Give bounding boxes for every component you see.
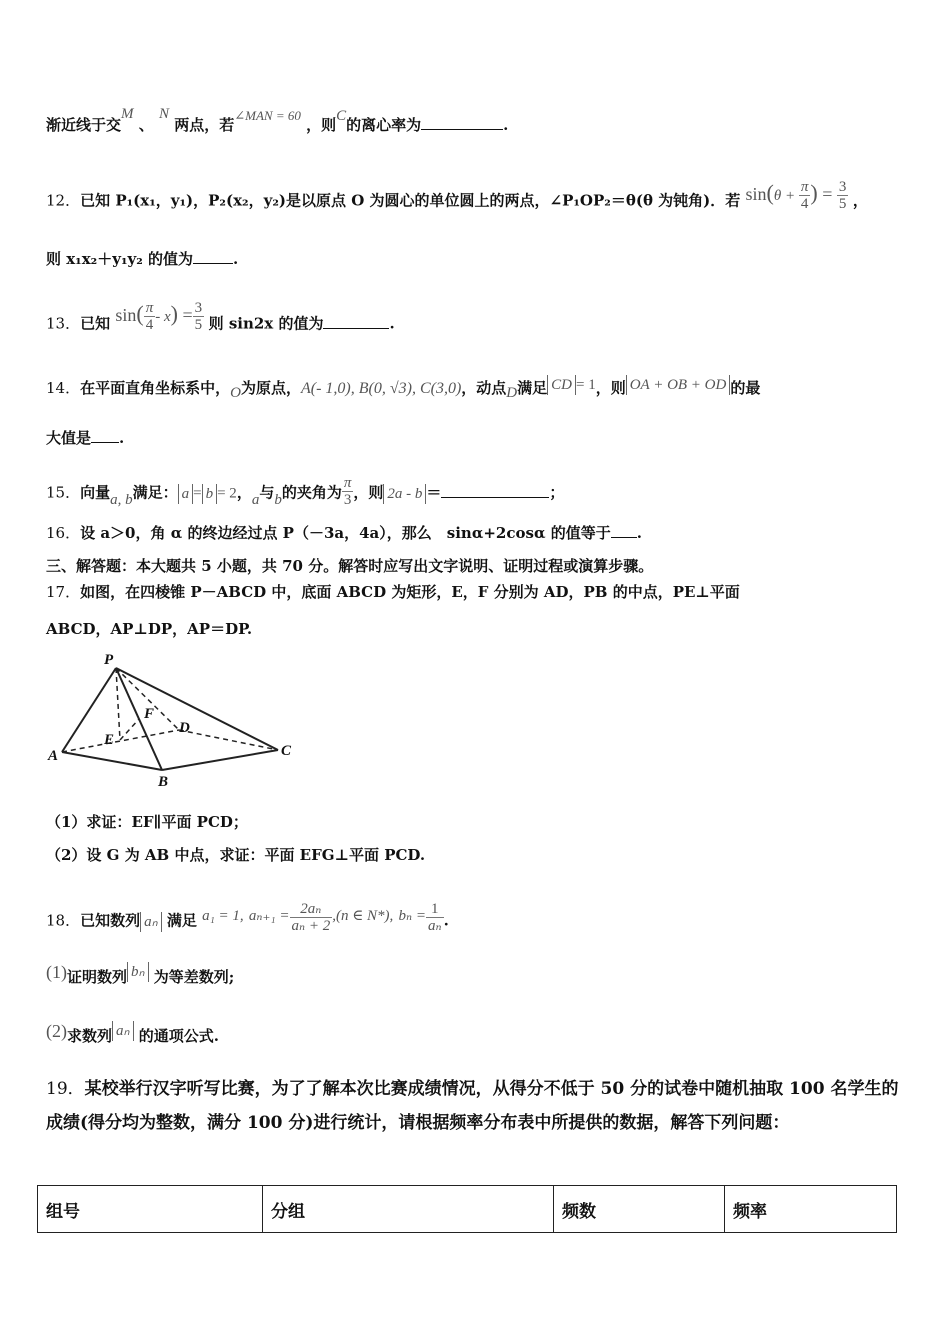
segment-PE: [116, 668, 120, 740]
q17-line2: ABCD，AP⊥DP，AP＝DP.: [46, 620, 253, 638]
q18-part2: (2)求数列 aₙ 的通项公式.: [46, 1021, 219, 1045]
section-heading: 三、解答题：本大题共 5 小题，共 70 分。解答时应写出文字说明、证明过程或演算步骤。: [46, 557, 654, 575]
q16-line: 16．设 a＞0，角 α 的终边经过点 P（－3a，4a），那么 sinα+2cosα 的值等于 .: [46, 524, 642, 542]
q12-line1: 12．已知 P₁(x₁，y₁)，P₂(x₂，y₂)是以原点 O 为圆心的单位圆上的两点，∠P₁OP₂＝θ(θ 为钝角)．若 sin(θ + $\frac{\pi}{4}$ ) = $\frac{3}{5}$ ，: [46, 179, 868, 212]
three-fifths: $\frac{3}{5}$: [194, 300, 203, 333]
segment-EF: [120, 719, 139, 740]
label-D: D: [179, 720, 190, 736]
table-header-cell: 组号: [38, 1186, 263, 1233]
q15-line: 15．向量a, b满足： a = b = 2，a与b的夹角为 $\frac{\pi}{3}$ ，则 2a - b ＝ ；: [46, 475, 565, 508]
answer-blank[interactable]: [421, 115, 503, 130]
table-header-cell: 分组: [263, 1186, 554, 1233]
answer-blank[interactable]: [193, 249, 233, 264]
frequency-table: [37, 1185, 897, 1233]
q14-line2: 大值是 .: [46, 429, 125, 447]
q18-line: 18．已知数列 aₙ 满足 a₁ = 1, aₙ₊₁ = $\frac{\text{2aₙ}}{\text{aₙ + 2}}$ ,(n ∈ N*), bₙ = $\frac{1}{\text{aₙ}}$ .: [46, 901, 449, 934]
edge-PC: [116, 668, 278, 750]
q11-line: 渐近线于交M 、 N 两点，若∠MAN = 60 ，则C的离心率为 .: [46, 106, 509, 134]
q17-line1: 17．如图，在四棱锥 P－ABCD 中，底面 ABCD 为矩形，E，F 分别为 AD，PB 的中点，PE⊥平面: [46, 583, 740, 601]
answer-blank[interactable]: [323, 314, 389, 329]
label-F: F: [144, 706, 155, 722]
label-B: B: [158, 774, 169, 790]
q17-part2: （2）设 G 为 AB 中点，求证：平面 EFG⊥平面 PCD.: [46, 846, 426, 864]
answer-blank[interactable]: [611, 523, 637, 538]
pi-over-4: $\frac{\pi}{4}$: [145, 300, 154, 333]
bn-fraction: $\frac{1}{\text{aₙ}}$: [428, 901, 442, 934]
edge-AB: [62, 752, 162, 770]
q14-line1: 14．在平面直角坐标系中，O为原点，A(- 1,0), B(0, √3), C(3,0)，动点D满足 CD = 1，则 OA + OB + OD 的最: [46, 377, 761, 401]
pi-over-3: $\frac{\pi}{3}$: [343, 475, 352, 508]
label-A: A: [48, 748, 59, 764]
q18-part1: (1)证明数列 bₙ 为等差数列;: [46, 962, 235, 986]
q19-text: 19．某校举行汉字听写比赛，为了了解本次比赛成绩情况，从得分不低于 50 分的试卷中随机抽取 100 名学生的成绩(得分均为整数，满分 100 分)进行统计，请根据频率分布表中所提供的数据，解答下列问题：: [46, 1079, 899, 1133]
edge-DC: [179, 730, 278, 750]
answer-blank[interactable]: [91, 428, 119, 443]
table-header-cell: 频数: [554, 1186, 725, 1233]
label-E: E: [104, 732, 115, 748]
answer-blank[interactable]: [441, 483, 549, 498]
recurrence-fraction: $\frac{\text{2aₙ}}{\text{aₙ + 2}}$: [291, 901, 331, 934]
three-fifths: $\frac{3}{5}$: [838, 179, 847, 212]
q17-part1: （1）求证：EF∥平面 PCD；: [46, 813, 248, 831]
label-C: C: [281, 743, 292, 759]
pi-over-4: $\frac{\pi}{4}$: [800, 179, 809, 212]
edge-BC: [162, 750, 278, 770]
table-header-row: [38, 1186, 897, 1233]
label-P: P: [104, 652, 114, 668]
edge-AD: [62, 730, 179, 752]
q13-line: 13．已知 sin( $\frac{\pi}{4}$ - x) = $\frac{3}{5}$ 则 sin2x 的值为 .: [46, 300, 395, 333]
pyramid-figure: [44, 650, 304, 790]
table-header-cell: 频率: [725, 1186, 897, 1233]
q12-line2: 则 x₁x₂＋y₁y₂ 的值为 .: [46, 250, 239, 268]
